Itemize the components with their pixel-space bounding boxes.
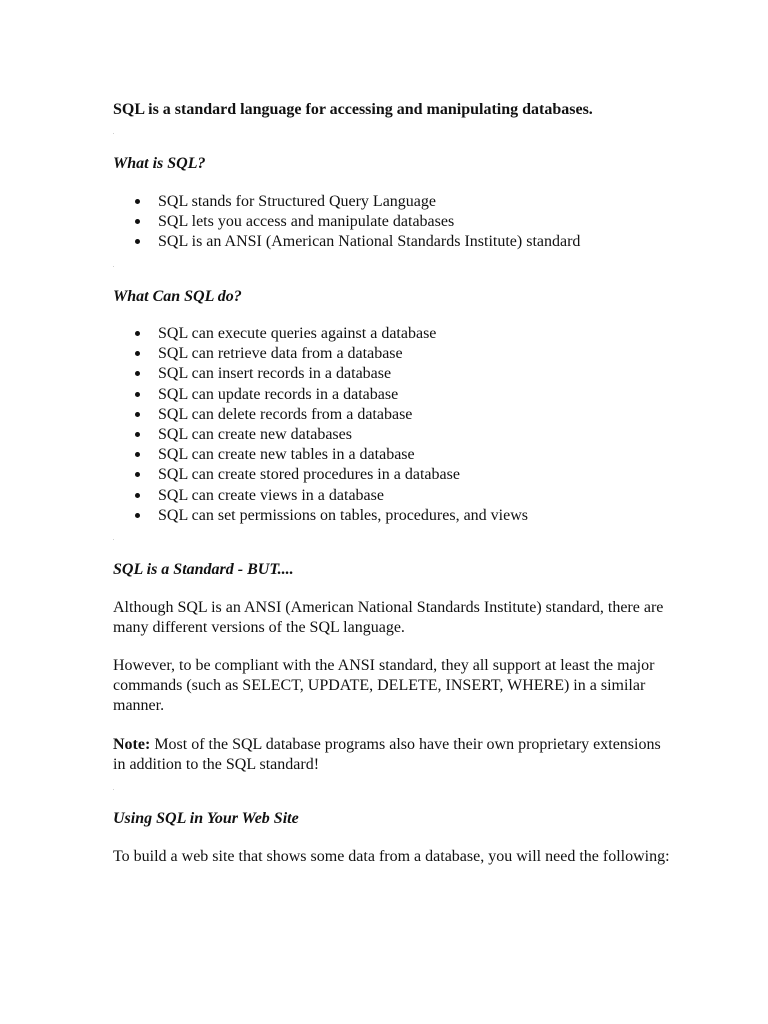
- list-item-text: SQL can create new tables in a database: [158, 446, 415, 464]
- list-item-text: SQL lets you access and manipulate databases: [158, 213, 455, 231]
- list-item: [113, 212, 580, 232]
- list-item: [113, 232, 580, 252]
- list-item: [113, 385, 528, 405]
- list-item-text: SQL can delete records from a database: [158, 405, 413, 423]
- list-item: [113, 425, 528, 445]
- note-label: Note:: [113, 736, 151, 753]
- list-item-text: SQL can create new databases: [158, 425, 352, 443]
- paragraph-compliance: However, to be compliant with the ANSI standard, they all support at least the major commands (such as SELECT, UPDATE, DELETE, INSERT, WHERE) in a similar manner.: [113, 657, 655, 714]
- bullet-icon: [135, 331, 140, 336]
- bullet-icon: [135, 432, 140, 437]
- list-item: [113, 506, 528, 526]
- paragraph-versions: Although SQL is an ANSI (American National Standards Institute) standard, there are many different versions of the SQL language.: [113, 599, 664, 636]
- list-item: [113, 364, 528, 384]
- bullet-icon: [135, 493, 140, 498]
- bullet-icon: [135, 351, 140, 356]
- bullet-icon: [135, 199, 140, 204]
- list-item-text: SQL is an ANSI (American National Standards Institute) standard: [158, 233, 581, 251]
- bullet-icon: [135, 219, 140, 224]
- bullet-icon: [135, 412, 140, 417]
- list-item-text: SQL can insert records in a database: [158, 365, 392, 383]
- bullet-icon: [135, 392, 140, 397]
- bullet-icon: [135, 452, 140, 457]
- list-item: [113, 486, 528, 506]
- what-can-sql-do-list: [113, 324, 528, 526]
- paragraph-web-site: To build a web site that shows some data from a database, you will need the following:: [113, 848, 670, 865]
- separator-mark: [113, 266, 114, 267]
- separator-mark: [113, 133, 114, 134]
- list-item-text: SQL can retrieve data from a database: [158, 345, 403, 363]
- list-item-text: SQL stands for Structured Query Language: [158, 193, 436, 210]
- paragraph-note: [113, 735, 673, 775]
- list-item-text: SQL can create stored procedures in a database: [158, 466, 460, 484]
- heading-using-sql-in-web-site: Using SQL in Your Web Site: [113, 810, 299, 827]
- separator-mark: [113, 539, 114, 540]
- list-item: [113, 445, 528, 465]
- heading-what-can-sql-do: What Can SQL do?: [113, 288, 242, 305]
- heading-sql-is-a-standard: SQL is a Standard - BUT....: [113, 561, 294, 578]
- bullet-icon: [135, 371, 140, 376]
- list-item: [113, 192, 580, 212]
- note-text: Most of the SQL database programs also have their own proprietary extensions in addition to the SQL standard!: [113, 736, 661, 773]
- list-item-text: SQL can set permissions on tables, procedures, and views: [158, 506, 528, 524]
- list-item: [113, 465, 528, 485]
- list-item-text: SQL can create views in a database: [158, 486, 384, 504]
- bullet-icon: [135, 472, 140, 477]
- list-item-text: SQL can execute queries against a database: [158, 325, 437, 342]
- bullet-icon: [135, 513, 140, 518]
- what-is-sql-list: [113, 192, 580, 253]
- bullet-icon: [135, 239, 140, 244]
- list-item: [113, 344, 528, 364]
- list-item-text: SQL can update records in a database: [158, 385, 399, 403]
- list-item: [113, 405, 528, 425]
- separator-mark: [113, 789, 114, 790]
- list-item: [113, 324, 528, 344]
- intro-text: SQL is a standard language for accessing and manipulating databases.: [113, 101, 593, 118]
- heading-what-is-sql: What is SQL?: [113, 155, 206, 172]
